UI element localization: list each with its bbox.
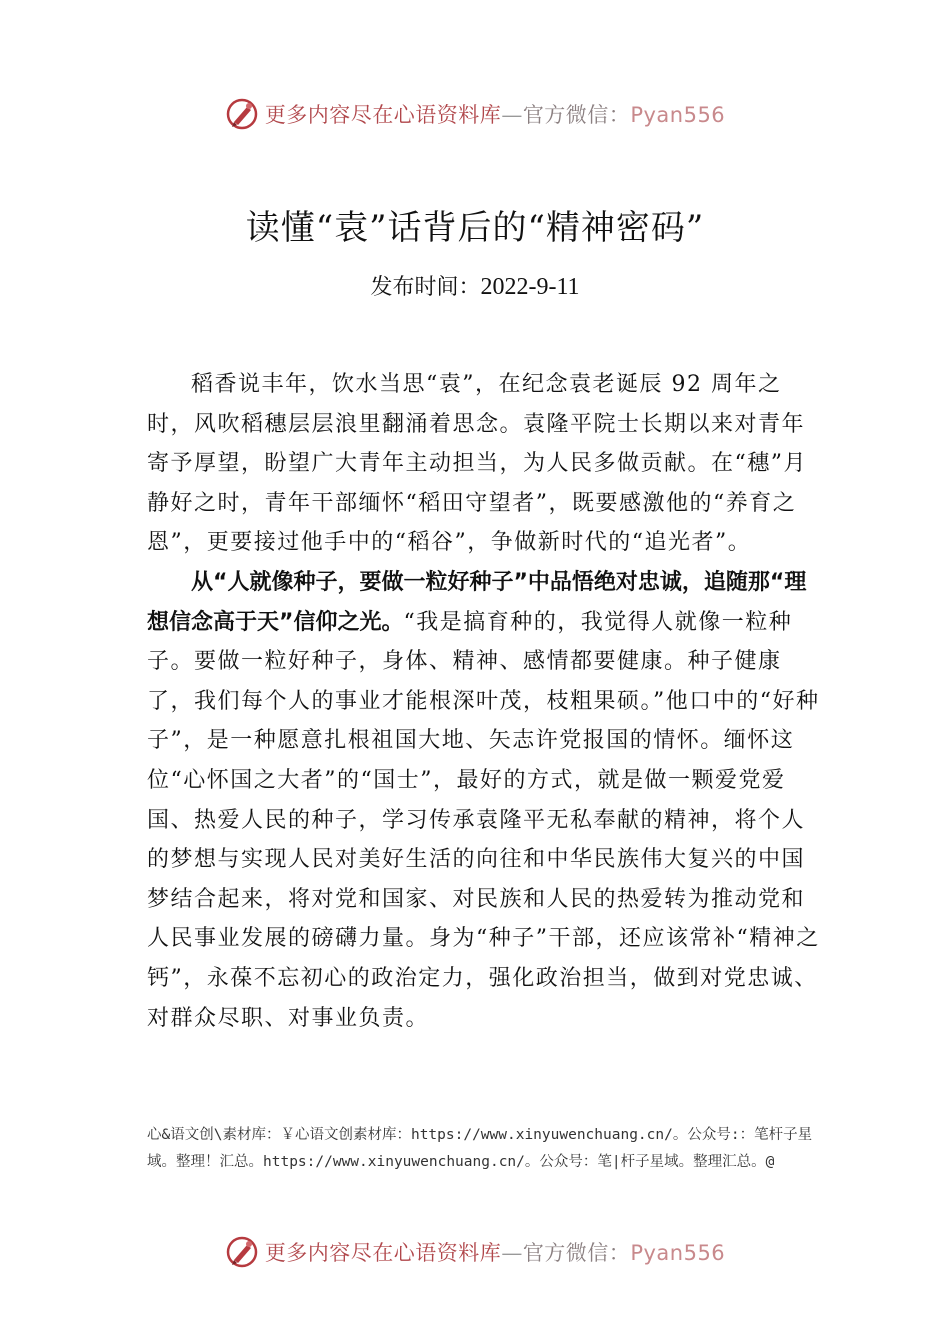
article-body bbox=[147, 365, 827, 1038]
pen-logo-icon bbox=[225, 97, 259, 131]
header-banner bbox=[0, 94, 950, 134]
source-footnote: 心&语文创\素材库：￥心语文创素材库：https://www.xinyuwenchuang.cn/。公众号:：笔杆子星域。整理！汇总。https://www.xinyuwenchuang.cn/。公众号：笔|杆子星域。整理汇总。@ bbox=[147, 1127, 813, 1170]
banner-text: 更多内容尽在心语资料库—官方微信：Pyan556 bbox=[264, 103, 726, 127]
paragraph-2 bbox=[147, 563, 827, 1038]
paragraph-2-body: “我是搞育种的，我觉得人就像一粒种子。要做一粒好种子，身体、精神、感情都要健康。种子健康了，我们每个人的事业才能根深叶茂，枝粗果硕。”他口中的“好种子”，是一种愿意扎根祖国大地、矢志许党报国的情怀。缅怀这位“心怀国之大者”的“国士”，最好的方式，就是做一颗爱党爱国、热爱人民的种子，学习传承袁隆平无私奉献的精神，将个人的梦想与实现人民对美好生活的向往和中华民族伟大复兴的中国梦结合起来，将对党和国家、对民族和人民的热爱转为推动党和人民事业发展的磅礴力量。身为“种子”干部，还应该常补“精神之钙”，永葆不忘初心的政治定力，强化政治担当，做到对党忠诚、对群众尽职、对事业负责。 bbox=[147, 609, 820, 1031]
paragraph-2-heading: 从“人就像种子，要做一粒好种子”中品悟绝对忠诚，追随那“理想信念高于天”信仰之光。 bbox=[147, 569, 807, 635]
article-title: 读懂“袁”话背后的“精神密码” bbox=[245, 208, 705, 248]
footer-banner bbox=[0, 1232, 950, 1272]
publish-date: 发布时间：2022-9-11 bbox=[370, 274, 580, 300]
banner-text: 更多内容尽在心语资料库—官方微信：Pyan556 bbox=[264, 1241, 726, 1265]
paragraph-1: 稻香说丰年，饮水当思“袁”，在纪念袁老诞辰 92 周年之时，风吹稻穗层层浪里翻涌着思念。袁隆平院士长期以来对青年寄予厚望，盼望广大青年主动担当，为人民多做贡献。在“穗”月静好之时，青年干部缅怀“稻田守望者”，既要感激他的“养育之恩”，更要接过他手中的“稻谷”，争做新时代的“追光者”。 bbox=[147, 372, 807, 556]
pen-logo-icon bbox=[225, 1235, 259, 1269]
